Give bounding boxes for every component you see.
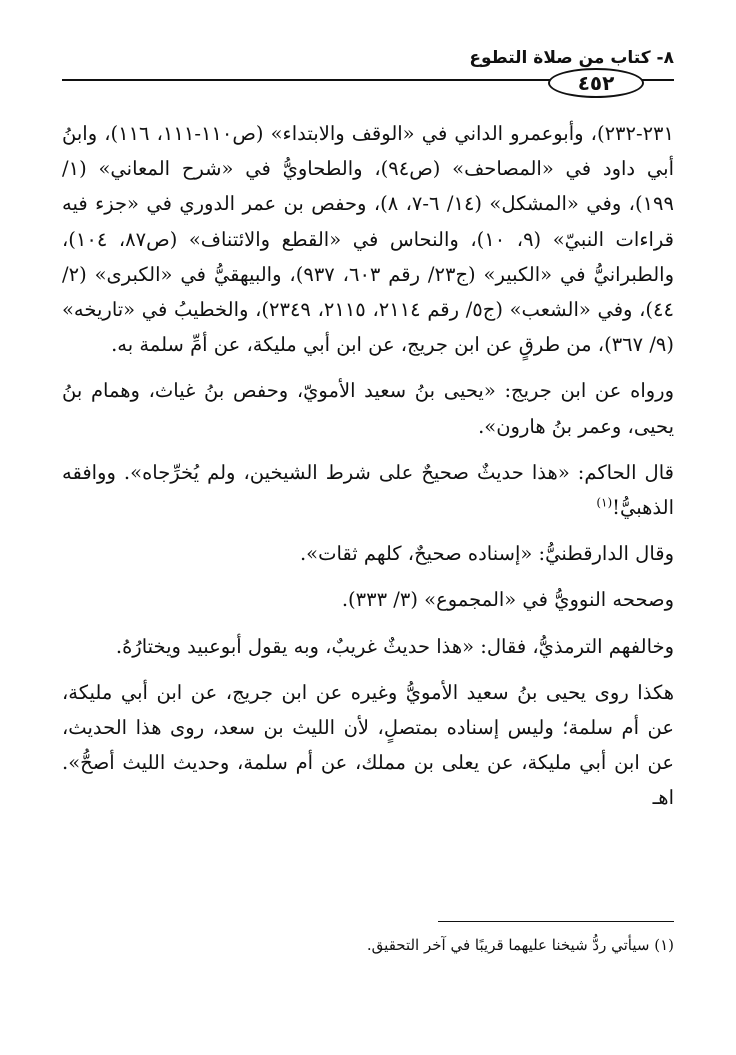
running-title: ٨- كتاب من صلاة التطوع: [469, 48, 674, 68]
main-text: [62, 116, 674, 816]
hakim-text: قال الحاكم: «هذا حديثٌ صحيحٌ على شرط الشيخين، ولم يُخرِّجاه». ووافقه الذهبيُّ!: [62, 460, 674, 520]
paragraph-tirmidhi: وخالفهم الترمذيُّ، فقال: «هذا حديثٌ غريبٌ، وبه يقول أبوعبيد ويختارُهُ.: [115, 634, 674, 658]
paragraph-daraqutni: وقال الدارقطنيُّ: «إسناده صحيحٌ، كلهم ثقات».: [299, 542, 674, 566]
page-number-badge: ٤٥٢: [548, 68, 644, 98]
footnote-marker[interactable]: (١): [596, 495, 613, 510]
paragraph-chain-analysis: هكذا روى يحيى بنُ سعيد الأمويُّ وغيره عن ابن جريج، عن ابن أبي مليكة، عن أم سلمة؛ وليس إسناده بمتصلٍ، لأن الليث بن سعد، روى هذا الحديث، عن ابن أبي مليكة، عن يعلى بن مملك، عن أم سلمة، وحديث الليث أصحُّ». اهـ: [62, 680, 674, 810]
paragraph-citations: ٢٣١-٢٣٢)، وأبوعمرو الداني في «الوقف والابتداء» (ص١١٠-١١١، ١١٦)، وابنُ أبي داود في «المصاحف» (ص٩٤)، والطحاويُّ في «شرح المعاني» (١/ ١٩٩)، وفي «المشكل» (١٤/ ٦-٧، ٨)، وحفص بن عمر الدوري في «جزء فيه قراءات النبيّ» (٩، ١٠)، والنحاس في «القطع والائتناف» (ص٨٧، ١٠٤)، والطبرانيُّ في «الكبير» (ج٢٣/ رقم ٦٠٣، ٩٣٧)، والبيهقيُّ في «الكبرى» (٢/ ٤٤)، وفي «الشعب» (ج٥/ رقم ٢١١٤، ٢١١٥، ٢٣٤٩)، والخطيبُ في «تاريخه» (٩/ ٣٦٧)، من طرقٍ عن ابن جريج، عن ابن أبي مليكة، عن أمِّ سلمة به.: [62, 122, 675, 357]
page-header: [62, 48, 674, 95]
paragraph-narrators: ورواه عن ابن جريج: «يحيى بنُ سعيد الأمويّ، وحفص بنُ غياث، وهمام بنُ يحيى، وعمر بنُ هارون».: [62, 379, 674, 438]
paragraph-hakim: [62, 455, 674, 525]
footnote-divider: [438, 921, 674, 922]
footnote: (١) سيأتي ردُّ شيخنا عليهما قريبًا في آخر التحقيق.: [366, 936, 674, 954]
paragraph-nawawi: وصححه النوويُّ في «المجموع» (٣/ ٣٣٣).: [341, 588, 674, 612]
